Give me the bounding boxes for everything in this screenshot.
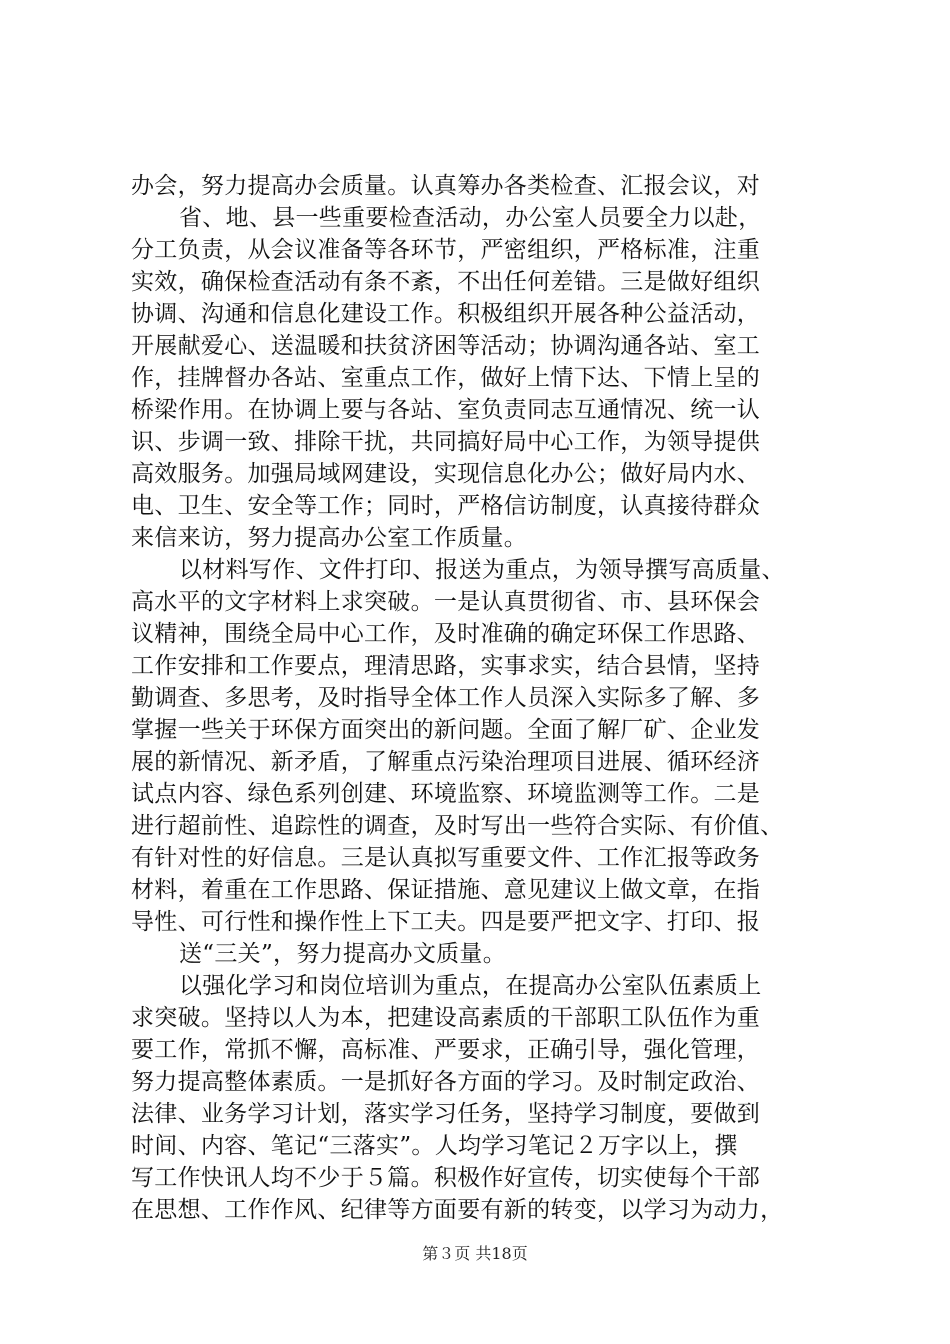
text-line: 高水平的文字材料上求突破。一是认真贯彻省、市、县环保会 bbox=[131, 589, 761, 615]
text-line: 工作安排和工作要点，理清思路，实事求实，结合县情，坚持 bbox=[131, 653, 761, 679]
text-line: 材料，着重在工作思路、保证措施、意见建议上做文章，在指 bbox=[131, 877, 761, 903]
text-line: 送“三关”，努力提高办文质量。 bbox=[179, 941, 507, 967]
text-line: 要工作，常抓不懈，高标准、严要求，正确引导，强化管理， bbox=[131, 1037, 761, 1063]
paragraph-start-line: 以材料写作、文件打印、报送为重点，为领导撰写高质量、 bbox=[179, 557, 785, 583]
text-line: 在思想、工作作风、纪律等方面要有新的转变，以学习为动力， bbox=[131, 1197, 784, 1223]
text-line: 来信来访，努力提高办公室工作质量。 bbox=[131, 525, 528, 551]
text-line: 议精神，围绕全局中心工作，及时准确的确定环保工作思路、 bbox=[131, 621, 761, 647]
text-line: 求突破。坚持以人为本，把建设高素质的干部职工队伍作为重 bbox=[131, 1005, 761, 1031]
text-line: 展的新情况、新矛盾，了解重点污染治理项目进展、循环经济 bbox=[131, 749, 761, 775]
text-line: 作，挂牌督办各站、室重点工作，做好上情下达、下情上呈的 bbox=[131, 365, 761, 391]
text-line: 桥梁作用。在协调上要与各站、室负责同志互通情况、统一认 bbox=[131, 397, 761, 423]
text-line: 电、卫生、安全等工作；同时，严格信访制度，认真接待群众 bbox=[131, 493, 761, 519]
text-line: 识、步调一致、排除干扰，共同搞好局中心工作，为领导提供 bbox=[131, 429, 761, 455]
text-line: 进行超前性、追踪性的调查，及时写出一些符合实际、有价值、 bbox=[131, 813, 784, 839]
text-line: 写工作快讯人均不少于５篇。积极作好宣传，切实使每个干部 bbox=[131, 1165, 761, 1191]
page-number-footer: 第３页 共18页 bbox=[422, 1244, 528, 1263]
text-line: 试点内容、绿色系列创建、环境监察、环境监测等工作。二是 bbox=[131, 781, 761, 807]
text-line: 省、地、县一些重要检查活动，办公室人员要全力以赴， bbox=[179, 205, 762, 231]
text-line: 分工负责，从会议准备等各环节，严密组织，严格标准，注重 bbox=[131, 237, 761, 263]
text-line: 有针对性的好信息。三是认真拟写重要文件、工作汇报等政务 bbox=[131, 845, 761, 871]
paragraph-start-line: 以强化学习和岗位培训为重点，在提高办公室队伍素质上 bbox=[179, 973, 762, 999]
text-line: 开展献爱心、送温暖和扶贫济困等活动；协调沟通各站、室工 bbox=[131, 333, 761, 359]
document-body bbox=[131, 170, 831, 1226]
text-line: 法律、业务学习计划，落实学习任务，坚持学习制度，要做到 bbox=[131, 1101, 761, 1127]
text-line: 高效服务。加强局域网建设，实现信息化办公；做好局内水、 bbox=[131, 461, 761, 487]
text-line: 协调、沟通和信息化建设工作。积极组织开展各种公益活动， bbox=[131, 301, 761, 327]
text-line: 办会，努力提高办会质量。认真筹办各类检查、汇报会议，对 bbox=[131, 173, 761, 199]
text-line: 掌握一些关于环保方面突出的新问题。全面了解厂矿、企业发 bbox=[131, 717, 761, 743]
text-line: 努力提高整体素质。一是抓好各方面的学习。及时制定政治、 bbox=[131, 1069, 761, 1095]
text-line: 导性、可行性和操作性上下工夫。四是要严把文字、打印、报 bbox=[131, 909, 761, 935]
text-line: 时间、内容、笔记“三落实”。人均学习笔记２万字以上，撰 bbox=[131, 1133, 738, 1159]
text-line: 实效，确保检查活动有条不紊，不出任何差错。三是做好组织 bbox=[131, 269, 761, 295]
text-line: 勤调查、多思考，及时指导全体工作人员深入实际多了解、多 bbox=[131, 685, 761, 711]
